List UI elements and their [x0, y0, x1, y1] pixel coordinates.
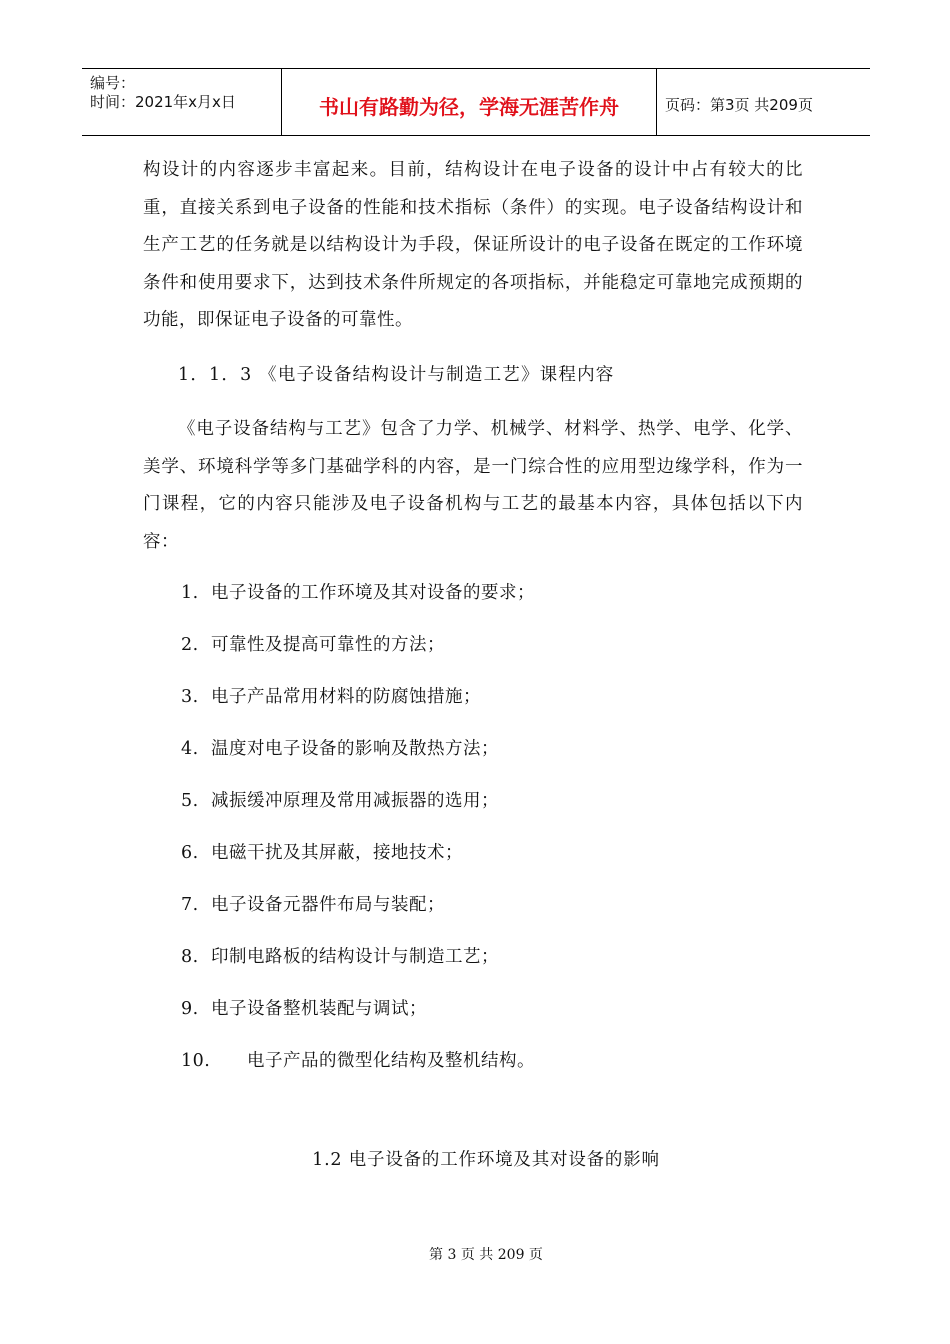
list-item-text: 电子设备元器件布局与装配；	[211, 895, 445, 915]
list-item-text: 温度对电子设备的影响及散热方法；	[211, 739, 499, 759]
list-item	[143, 931, 803, 983]
header-motto: 书山有路勤为径，学海无涯苦作舟	[282, 69, 657, 135]
document-date-label: 时间：2021年x月x日	[90, 93, 236, 111]
list-item-text: 印制电路板的结构设计与制造工艺；	[211, 947, 499, 967]
header-meta	[82, 69, 282, 135]
list-item-number: 4.	[181, 739, 199, 759]
list-item-text: 电子产品常用材料的防腐蚀措施；	[211, 687, 481, 707]
list-item	[143, 775, 803, 827]
header-page-info: 页码：第3页 共209页	[665, 95, 813, 114]
list-item	[143, 671, 803, 723]
list-item-number: 7.	[181, 895, 199, 915]
page-footer: 第 3 页 共 209 页	[429, 1247, 543, 1263]
section-heading-1-2: 1.2 电子设备的工作环境及其对设备的影响	[312, 1150, 660, 1170]
page-header	[82, 68, 870, 136]
list-item	[143, 567, 803, 619]
list-item-number: 3.	[181, 687, 199, 707]
list-item	[143, 619, 803, 671]
list-item-number: 5.	[181, 791, 199, 811]
list-item	[143, 983, 803, 1035]
list-item-text: 电子设备整机装配与调试；	[211, 999, 427, 1019]
list-item-number: 10.	[181, 1051, 211, 1071]
list-item	[143, 1035, 803, 1087]
body-paragraph-2: 《电子设备结构与工艺》包含了力学、机械学、材料学、热学、电学、化学、美学、环境科学等多门基础学科的内容，是一门综合性的应用型边缘学科，作为一门课程，它的内容只能涉及电子设备机构与工艺的最基本内容，具体包括以下内容：	[143, 419, 803, 552]
list-item	[143, 827, 803, 879]
list-item	[143, 879, 803, 931]
list-item-text: 可靠性及提高可靠性的方法；	[211, 635, 445, 655]
content-list	[143, 567, 803, 1087]
list-item-text: 电磁干扰及其屏蔽，接地技术；	[211, 843, 463, 863]
list-item-number: 2.	[181, 635, 199, 655]
body-paragraph-1: 构设计的内容逐步丰富起来。目前，结构设计在电子设备的设计中占有较大的比重，直接关系到电子设备的性能和技术指标（条件）的实现。电子设备结构设计和生产工艺的任务就是以结构设计为手段，保证所设计的电子设备在既定的工作环境条件和使用要求下，达到技术条件所规定的各项指标，并能稳定可靠地完成预期的功能，即保证电子设备的可靠性。	[143, 160, 803, 330]
list-item-text: 减振缓冲原理及常用减振器的选用；	[211, 791, 499, 811]
list-item-number: 9.	[181, 999, 199, 1019]
document-number-label: 编号：	[90, 74, 136, 92]
list-item-number: 8.	[181, 947, 199, 967]
list-item-text: 电子设备的工作环境及其对设备的要求；	[211, 583, 535, 603]
list-item-number: 6.	[181, 843, 199, 863]
spacer	[143, 340, 803, 357]
section-heading-1-1-3: 1．1．3 《电子设备结构设计与制造工艺》课程内容	[178, 364, 615, 385]
list-item	[143, 723, 803, 775]
spacer	[143, 394, 803, 411]
list-item-number: 1.	[181, 583, 199, 603]
page-body	[143, 152, 803, 1087]
list-item-text: 电子产品的微型化结构及整机结构。	[247, 1051, 535, 1071]
